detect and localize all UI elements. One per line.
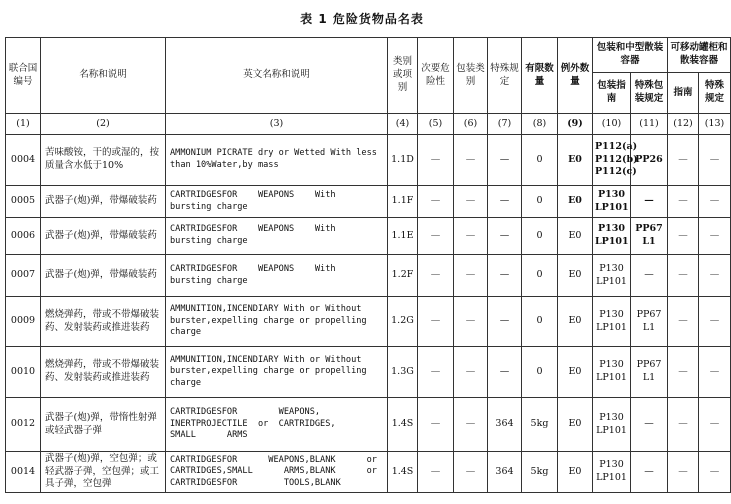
column-number: (1) [6, 114, 41, 135]
cell-limited: 0 [522, 347, 558, 398]
cell-tank-instruction: — [668, 218, 699, 255]
cell-un-no: 0007 [6, 255, 41, 297]
column-number-row [6, 114, 731, 135]
cell-special: — [488, 135, 522, 186]
cell-class: 1.4S [388, 452, 418, 493]
cell-sub-risk: — [418, 186, 454, 218]
cell-special: — [488, 297, 522, 347]
cell-name-cn: 武器子(炮)弹，带爆破装药 [41, 186, 166, 218]
cell-pack-group: — [454, 255, 488, 297]
table-row [6, 186, 731, 218]
cell-limited: 5kg [522, 452, 558, 493]
column-number: (10) [593, 114, 631, 135]
cell-limited: 5kg [522, 398, 558, 452]
header-tank-special: 特殊规定 [699, 73, 731, 114]
cell-pack-special: PP67 L1 [631, 218, 668, 255]
cell-pack-instruction: P130 LP101 [593, 347, 631, 398]
cell-tank-special: — [699, 135, 731, 186]
cell-excepted: E0 [558, 255, 593, 297]
header-name-cn: 名称和说明 [41, 38, 166, 114]
header-pack-group: 包装类别 [454, 38, 488, 114]
cell-sub-risk: — [418, 218, 454, 255]
cell-excepted: E0 [558, 452, 593, 493]
column-number: (9) [558, 114, 593, 135]
cell-tank-special: — [699, 218, 731, 255]
cell-tank-instruction: — [668, 297, 699, 347]
cell-un-no: 0004 [6, 135, 41, 186]
cell-class: 1.4S [388, 398, 418, 452]
cell-pack-special: PP26 [631, 135, 668, 186]
cell-limited: 0 [522, 186, 558, 218]
cell-sub-risk: — [418, 398, 454, 452]
column-number: (3) [166, 114, 388, 135]
cell-class: 1.1F [388, 186, 418, 218]
cell-tank-special: — [699, 398, 731, 452]
cell-pack-group: — [454, 186, 488, 218]
cell-pack-group: — [454, 398, 488, 452]
cell-limited: 0 [522, 297, 558, 347]
cell-class: 1.2F [388, 255, 418, 297]
cell-class: 1.1D [388, 135, 418, 186]
cell-pack-instruction: P130 LP101 [593, 218, 631, 255]
column-number: (6) [454, 114, 488, 135]
cell-class: 1.3G [388, 347, 418, 398]
table-row [6, 452, 731, 493]
header-tank-group: 可移动罐柜和散装容器 [668, 38, 731, 73]
cell-excepted: E0 [558, 297, 593, 347]
cell-name-en: AMMONIUM PICRATE dry or Wetted With less than 10%Water,by mass [166, 135, 388, 186]
cell-sub-risk: — [418, 347, 454, 398]
cell-tank-instruction: — [668, 452, 699, 493]
column-number: (8) [522, 114, 558, 135]
cell-pack-instruction: P130 LP101 [593, 186, 631, 218]
cell-tank-instruction: — [668, 186, 699, 218]
cell-tank-special: — [699, 297, 731, 347]
cell-pack-instruction: P130 LP101 [593, 255, 631, 297]
cell-pack-special: — [631, 452, 668, 493]
table-row [6, 297, 731, 347]
cell-un-no: 0005 [6, 186, 41, 218]
cell-sub-risk: — [418, 452, 454, 493]
header-ibc-instruction: 包装指南 [593, 73, 631, 114]
cell-pack-group: — [454, 218, 488, 255]
column-number: (12) [668, 114, 699, 135]
column-number: (2) [41, 114, 166, 135]
cell-limited: 0 [522, 255, 558, 297]
table-row [6, 218, 731, 255]
header-ibc-special: 特殊包装规定 [631, 73, 668, 114]
header-class: 类别或项别 [388, 38, 418, 114]
cell-name-cn: 燃烧弹药，带或不带爆破装药、发射装药或推进装药 [41, 347, 166, 398]
cell-excepted: E0 [558, 186, 593, 218]
header-special: 特殊规定 [488, 38, 522, 114]
cell-name-en: CARTRIDGESFOR WEAPONS With bursting charge [166, 218, 388, 255]
table-row [6, 135, 731, 186]
cell-name-cn: 武器子(炮)弹，带惰性射弹或轻武器子弹 [41, 398, 166, 452]
cell-tank-special: — [699, 255, 731, 297]
header-limited: 有限数量 [522, 38, 558, 114]
cell-name-cn: 武器子(炮)弹，带爆破装药 [41, 218, 166, 255]
cell-sub-risk: — [418, 255, 454, 297]
cell-name-en: CARTRIDGESFOR WEAPONS With bursting charge [166, 255, 388, 297]
cell-tank-instruction: — [668, 255, 699, 297]
cell-name-en: CARTRIDGESFOR WEAPONS With bursting charge [166, 186, 388, 218]
cell-un-no: 0006 [6, 218, 41, 255]
cell-special: 364 [488, 398, 522, 452]
cell-tank-special: — [699, 347, 731, 398]
column-number: (7) [488, 114, 522, 135]
header-name-en: 英文名称和说明 [166, 38, 388, 114]
cell-name-en: CARTRIDGESFOR WEAPONS, INERTPROJECTILE or CARTRIDGES, SMALL ARMS [166, 398, 388, 452]
cell-pack-special: PP67 L1 [631, 347, 668, 398]
cell-name-en: AMMUNITION,INCENDIARY With or Without burster,expelling charge or propelling charge [166, 347, 388, 398]
cell-un-no: 0009 [6, 297, 41, 347]
header-ibc-group: 包装和中型散装容器 [593, 38, 668, 73]
table-row [6, 255, 731, 297]
cell-pack-group: — [454, 297, 488, 347]
cell-sub-risk: — [418, 297, 454, 347]
cell-pack-special: PP67 L1 [631, 297, 668, 347]
cell-tank-instruction: — [668, 135, 699, 186]
cell-pack-instruction: P130 LP101 [593, 297, 631, 347]
cell-name-cn: 燃烧弹药，带或不带爆破装药、发射装药或推进装药 [41, 297, 166, 347]
cell-special: — [488, 186, 522, 218]
cell-special: — [488, 218, 522, 255]
cell-pack-group: — [454, 347, 488, 398]
cell-name-cn: 苦味酸铵，干的或湿的，按质量含水低于10% [41, 135, 166, 186]
cell-name-en: CARTRIDGESFOR WEAPONS,BLANK or CARTRIDGES,SMALL ARMS,BLANK or CARTRIDGESFOR TOOLS,BLANK [166, 452, 388, 493]
cell-class: 1.1E [388, 218, 418, 255]
header-tank-instruction: 指南 [668, 73, 699, 114]
cell-limited: 0 [522, 218, 558, 255]
cell-un-no: 0012 [6, 398, 41, 452]
header-excepted: 例外数量 [558, 38, 593, 114]
cell-pack-special: — [631, 398, 668, 452]
cell-pack-special: — [631, 255, 668, 297]
cell-un-no: 0010 [6, 347, 41, 398]
page-title: 表 1 危险货物品名表 [300, 12, 424, 26]
header-un-no: 联合国编号 [6, 38, 41, 114]
cell-special: — [488, 347, 522, 398]
cell-tank-instruction: — [668, 347, 699, 398]
cell-tank-special: — [699, 452, 731, 493]
cell-limited: 0 [522, 135, 558, 186]
header-sub-risk: 次要危险性 [418, 38, 454, 114]
cell-pack-group: — [454, 135, 488, 186]
dangerous-goods-table [5, 37, 731, 493]
table-row [6, 347, 731, 398]
column-number: (13) [699, 114, 731, 135]
cell-pack-special: — [631, 186, 668, 218]
cell-sub-risk: — [418, 135, 454, 186]
cell-excepted: E0 [558, 218, 593, 255]
column-number: (5) [418, 114, 454, 135]
cell-pack-instruction: P130 LP101 [593, 452, 631, 493]
table-row [6, 398, 731, 452]
cell-name-cn: 武器子(炮)弹，空包弹；或轻武器子弹，空包弹；或工具子弹，空包弹 [41, 452, 166, 493]
cell-tank-instruction: — [668, 398, 699, 452]
cell-pack-instruction: P130 LP101 [593, 398, 631, 452]
cell-tank-special: — [699, 186, 731, 218]
cell-excepted: E0 [558, 398, 593, 452]
cell-un-no: 0014 [6, 452, 41, 493]
cell-name-en: AMMUNITION,INCENDIARY With or Without burster,expelling charge or propelling charge [166, 297, 388, 347]
column-number: (4) [388, 114, 418, 135]
cell-class: 1.2G [388, 297, 418, 347]
cell-excepted: E0 [558, 135, 593, 186]
cell-name-cn: 武器子(炮)弹，带爆破装药 [41, 255, 166, 297]
column-number: (11) [631, 114, 668, 135]
cell-special: 364 [488, 452, 522, 493]
cell-pack-group: — [454, 452, 488, 493]
cell-special: — [488, 255, 522, 297]
cell-excepted: E0 [558, 347, 593, 398]
cell-pack-instruction: P112(a) P112(b) P112(c) [593, 135, 631, 186]
